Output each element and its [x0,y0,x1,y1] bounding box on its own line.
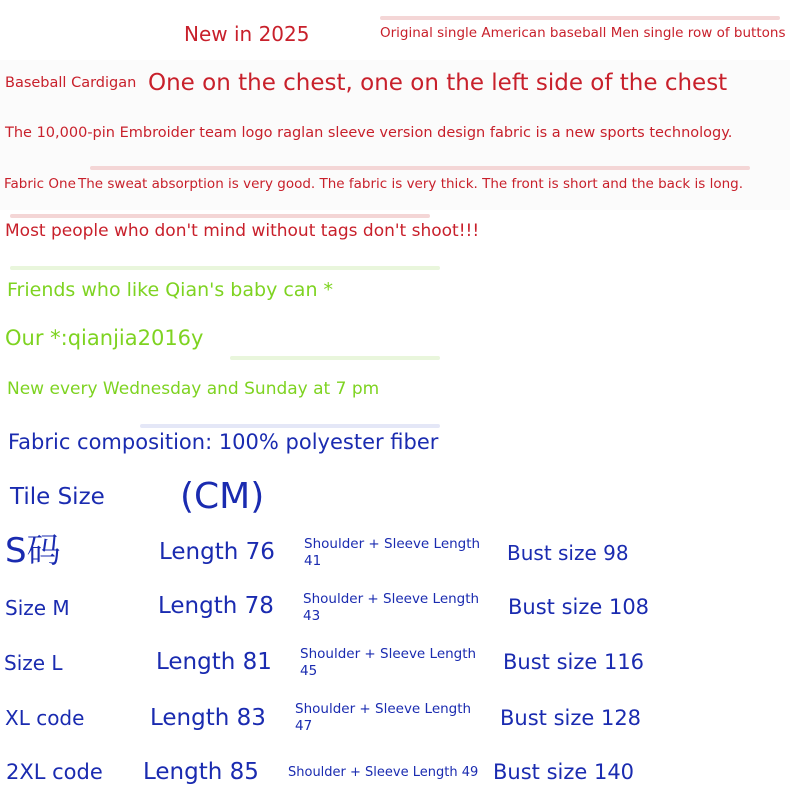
length-value: Length 76 [159,539,275,565]
cardigan-label: Baseball Cardigan [5,75,137,91]
bust-value: Bust size 108 [508,595,650,619]
new-in-label: New in 2025 [184,22,310,46]
faint-stroke [140,424,440,428]
faint-stroke [380,16,780,20]
promo-id: Our *:qianjia2016y [5,326,204,350]
size-label: S码 [5,531,61,571]
promo-schedule: New every Wednesday and Sunday at 7 pm [7,379,380,399]
original-line: Original single American baseball Men single row of buttons [380,25,786,41]
faint-stroke [90,166,750,170]
size-unit: (CM) [180,476,265,517]
bust-value: Bust size 98 [507,541,629,565]
shoulder-value: 45 [300,663,318,679]
shoulder-label: Shoulder + Sleeve Length [295,701,472,717]
length-value: Length 78 [158,593,274,619]
length-value: Length 85 [143,759,259,785]
size-label: Size M [5,596,70,620]
length-value: Length 83 [150,705,266,731]
chest-line: One on the chest, one on the left side of the chest [148,70,728,96]
shoulder-label: Shoulder + Sleeve Length [304,536,481,552]
fabric-composition: Fabric composition: 100% polyester fiber [8,430,439,454]
shoulder-label: Shoulder + Sleeve Length [300,646,477,662]
faint-stroke [10,266,440,270]
length-value: Length 81 [156,649,272,675]
size-label: Size L [4,651,63,675]
faint-stroke [230,356,440,360]
shoulder-value: 41 [304,553,322,569]
bust-value: Bust size 140 [493,760,635,784]
shoulder-label: Shoulder + Sleeve Length [303,591,480,607]
faint-stroke [10,214,430,218]
shoulder-label: Shoulder + Sleeve Length 49 [288,765,479,780]
size-label: XL code [5,706,85,730]
size-label: 2XL code [6,760,103,784]
sweat-line: The sweat absorption is very good. The fabric is very thick. The front is short and the back is long. [78,176,743,192]
promo-friends: Friends who like Qian's baby can * [7,279,334,301]
bust-value: Bust size 116 [503,650,645,674]
fabric-label: Fabric One [4,176,76,192]
size-table-title: Tile Size [10,484,105,510]
embroider-line: The 10,000-pin Embroider team logo raglan sleeve version design fabric is a new sports technology. [5,125,733,141]
tags-line: Most people who don't mind without tags don't shoot!!! [5,221,480,241]
bust-value: Bust size 128 [500,706,642,730]
shoulder-value: 43 [303,608,321,624]
shoulder-value: 47 [295,718,313,734]
